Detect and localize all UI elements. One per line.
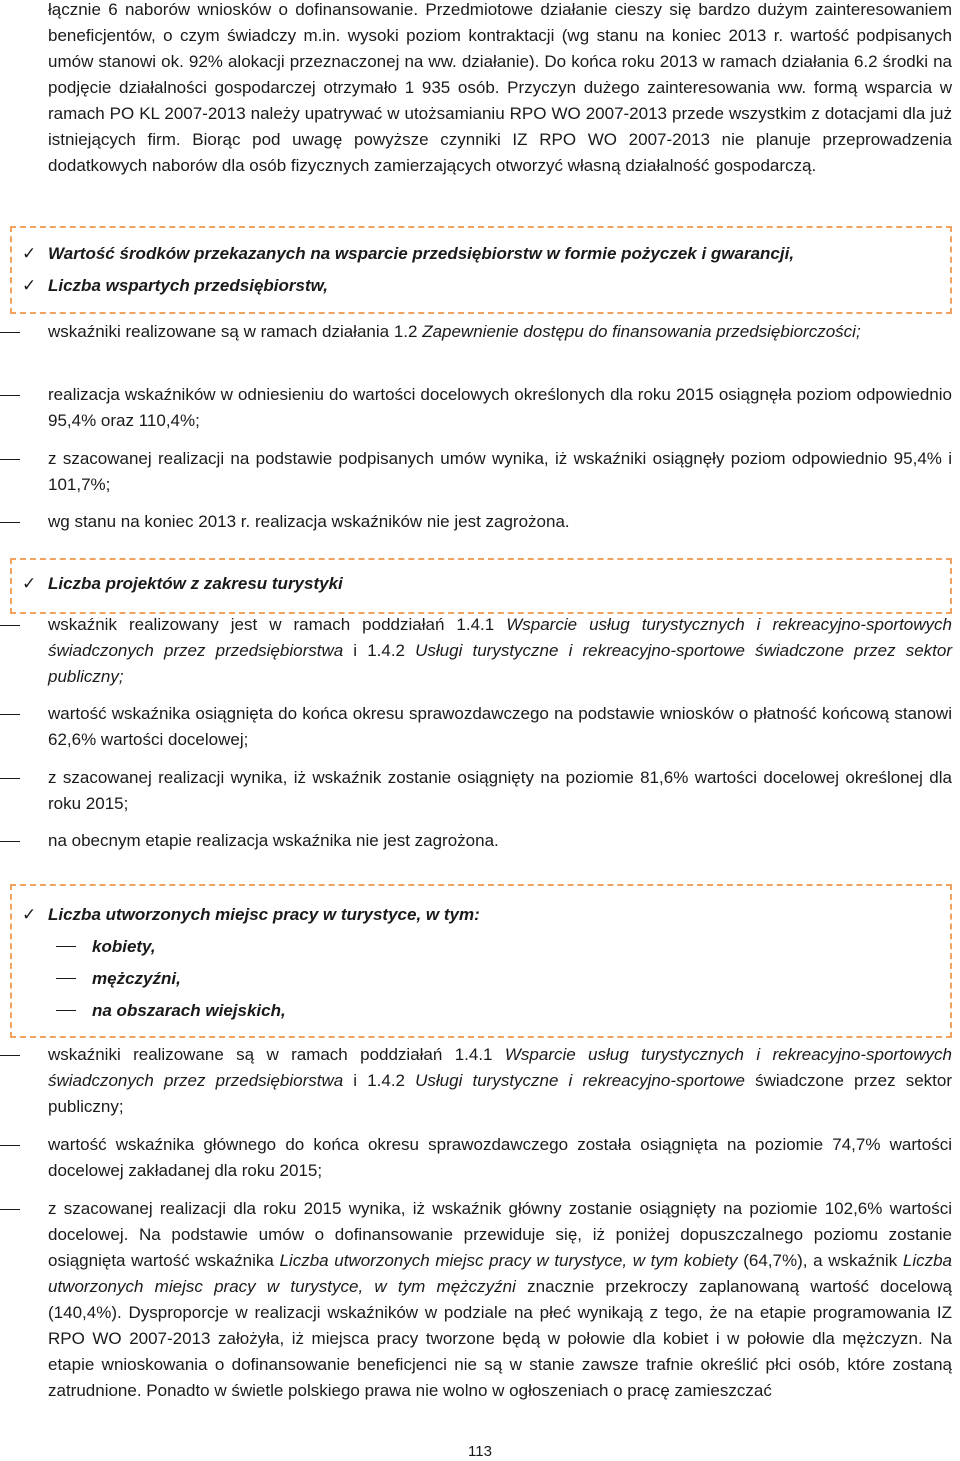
checkmark-icon: ✓ — [22, 905, 37, 924]
checkmark-icon: ✓ — [22, 276, 37, 295]
dash-bullet-icon — [0, 1145, 20, 1146]
dash-bullet-icon — [0, 625, 20, 626]
list-item: z szacowanej realizacji dla roku 2015 wynika, iż wskaźnik główny zostanie osiągnięty na poziomie 102,6% wartości docelowej. Na podstawie umów o dofinansowanie przewiduje się, iż poniżej dopuszczalnego poziomu zostanie osiągnięta wartość wskaźnika Liczba utworzonych miejsc pracy w turystyce, w tym kobiety (64,7%), a wskaźnik Liczba utworzonych miejsc pracy w turystyce, w tym mężczyźni znacznie przekroczy zaplanowaną wartość docelową (140,4%). Dysproporcje w realizacji wskaźników w podziale na płeć wynikają z tego, że na etapie programowania IZ RPO WO 2007-2013 założyła, iż miejsca pracy tworzone będą w połowie dla kobiet i w połowie dla mężczyzn. Na etapie wnioskowania o dofinansowanie beneficjenci nie są w stanie zawsze trafnie określić płci osób, które zostaną zatrudnione. Ponadto w świetle polskiego prawa nie wolno w ogłoszeniach o pracę zamieszczać — [0, 1196, 960, 1404]
list-item: na obecnym etapie realizacja wskaźnika nie jest zagrożona. — [0, 828, 960, 854]
page-number: 113 — [468, 1443, 492, 1460]
indicator-box-tourism-projects — [10, 558, 952, 614]
dash-bullet-icon — [0, 459, 20, 460]
dash-bullet-icon — [0, 1055, 20, 1056]
list-item: z szacowanej realizacji na podstawie podpisanych umów wynika, iż wskaźniki osiągnęły poziom odpowiednio 95,4% i 101,7%; — [0, 446, 960, 498]
dash-bullet-icon — [0, 522, 20, 523]
indicator-box-tourism-jobs — [10, 884, 952, 1038]
list-item: wskaźnik realizowany jest w ramach poddziałań 1.4.1 Wsparcie usług turystycznych i rekreacyjno-sportowych świadczonych przez przedsiębiorstwa i 1.4.2 Usługi turystyczne i rekreacyjno-sportowe świadczone przez sektor publiczny; — [0, 612, 960, 690]
checkmark-icon: ✓ — [22, 574, 37, 593]
dash-bullet-icon — [56, 946, 76, 947]
indicator-box-enterprises — [10, 226, 952, 314]
sub-indicator-men: mężczyźni, — [12, 963, 950, 995]
dash-bullet-icon — [0, 1209, 20, 1210]
dash-bullet-icon — [0, 332, 20, 333]
list-item: wskaźniki realizowane są w ramach poddziałań 1.4.1 Wsparcie usług turystycznych i rekreacyjno-sportowych świadczonych przez przedsiębiorstwa i 1.4.2 Usługi turystyczne i rekreacyjno-sportowe świadczone przez sektor publiczny; — [0, 1042, 960, 1120]
indicator-title-tourism-projects: ✓ Liczba projektów z zakresu turystyki — [12, 568, 950, 600]
dash-bullet-icon — [0, 714, 20, 715]
dash-bullet-icon — [0, 395, 20, 396]
sub-indicator-women: kobiety, — [12, 931, 950, 963]
dash-bullet-icon — [0, 778, 20, 779]
list-item: wartość wskaźnika głównego do końca okresu sprawozdawczego została osiągnięta na poziomie 74,7% wartości docelowej zakładanej dla roku 2015; — [0, 1132, 960, 1184]
checkmark-icon: ✓ — [22, 244, 37, 263]
list-item: z szacowanej realizacji wynika, iż wskaźnik zostanie osiągnięty na poziomie 81,6% wartości docelowej określonej dla roku 2015; — [0, 765, 960, 817]
list-item: wg stanu na koniec 2013 r. realizacja wskaźników nie jest zagrożona. — [0, 509, 960, 535]
dash-bullet-icon — [0, 841, 20, 842]
list-item: wskaźniki realizowane są w ramach działania 1.2 Zapewnienie dostępu do finansowania przedsiębiorczości; — [0, 319, 960, 345]
list-item: realizacja wskaźników w odniesieniu do wartości docelowych określonych dla roku 2015 osiągnęła poziom odpowiednio 95,4% oraz 110,4%; — [0, 382, 960, 434]
indicator-title-enterprises: ✓ Liczba wspartych przedsiębiorstw, — [12, 270, 950, 302]
intro-paragraph: łącznie 6 naborów wniosków o dofinansowanie. Przedmiotowe działanie cieszy się bardzo dużym zainteresowaniem beneficjentów, o czym świadczy m.in. wysoki poziom kontraktacji (wg stanu na koniec 2013 r. wartość podpisanych umów stanowi ok. 92% alokacji przeznaczonej na ww. działanie). Do końca roku 2013 w ramach działania 6.2 środki na podjęcie działalności gospodarczej otrzymało 1 935 osób. Przyczyn dużego zainteresowania ww. formą wsparcia w ramach PO KL 2007-2013 należy upatrywać w utożsamianiu RPO WO 2007-2013 przede wszystkim z dotacjami dla już istniejących firm. Biorąc pod uwagę powyższe czynniki IZ RPO WO 2007-2013 nie planuje przeprowadzenia dodatkowych naborów dla osób fizycznych zamierzających otworzyć własną działalność gospodarczą. — [48, 0, 952, 175]
indicator-title-tourism-jobs: ✓ Liczba utworzonych miejsc pracy w turystyce, w tym: — [12, 899, 950, 931]
indicator-title-loans: ✓ Wartość środków przekazanych na wsparcie przedsiębiorstw w formie pożyczek i gwarancji, — [12, 238, 950, 270]
list-item: wartość wskaźnika osiągnięta do końca okresu sprawozdawczego na podstawie wniosków o płatność końcową stanowi 62,6% wartości docelowej; — [0, 701, 960, 753]
dash-bullet-icon — [56, 978, 76, 979]
dash-bullet-icon — [56, 1010, 76, 1011]
sub-indicator-rural: na obszarach wiejskich, — [12, 995, 950, 1027]
